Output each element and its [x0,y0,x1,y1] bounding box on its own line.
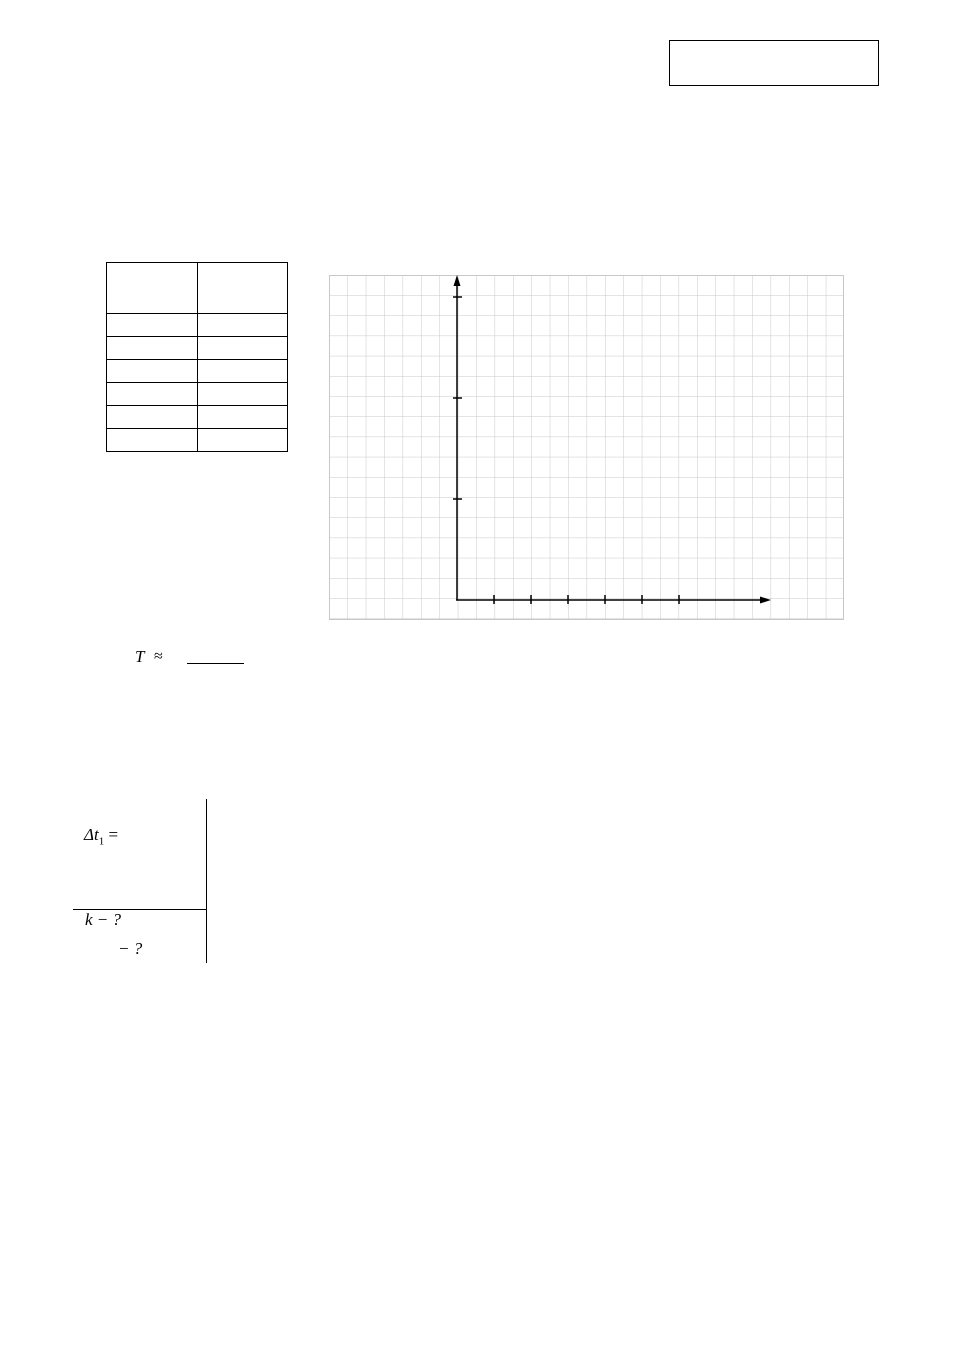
table-cell[interactable] [107,429,198,452]
table-cell[interactable] [198,383,288,406]
table-cell[interactable] [198,406,288,429]
table-header-cell[interactable] [198,263,288,314]
table-row [107,406,288,429]
given-divider-vertical [206,799,207,963]
table-cell[interactable] [107,337,198,360]
grid-background [330,276,844,620]
period-symbol: T [135,647,145,666]
delta-t1-label [84,825,118,847]
graph-grid[interactable] [329,275,845,621]
table-cell[interactable] [107,406,198,429]
table-row [107,383,288,406]
table-cell[interactable] [107,314,198,337]
table-cell[interactable] [198,429,288,452]
table-row [107,337,288,360]
table-cell[interactable] [107,360,198,383]
find-k-label: k − ? [85,910,122,929]
delta-t-subscript: 1 [98,835,105,848]
approx-sign: ≈ [154,648,163,665]
table-row [107,314,288,337]
table-row [107,429,288,452]
table-cell[interactable] [198,360,288,383]
period-answer-blank[interactable] [187,663,244,664]
table-header-row [107,263,288,314]
data-table [106,262,288,452]
find-unknown-label: − ? [118,939,143,958]
score-box[interactable] [669,40,879,86]
table-cell[interactable] [198,314,288,337]
table-header-cell[interactable] [107,263,198,314]
delta-t-symbol: Δt [84,825,99,844]
table-cell[interactable] [107,383,198,406]
table-row [107,360,288,383]
table-cell[interactable] [198,337,288,360]
delta-t-equals: = [104,825,119,844]
